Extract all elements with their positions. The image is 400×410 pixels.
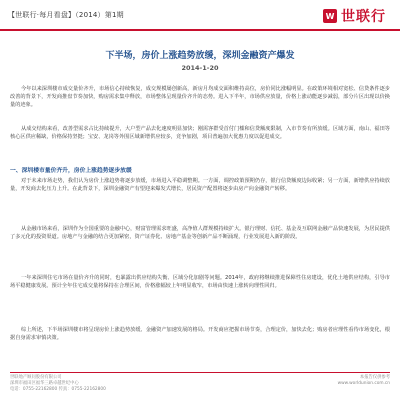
header-divider [0, 29, 400, 31]
footer-divider [10, 372, 390, 373]
body-paragraph: 从金融市场来看，深圳作为全国重要的金融中心，财富管理需求旺盛，高净值人群规模持续扩大。银行理财、信托、基金及互联网金融产品快速发展，为居民提供了多元化的投资渠道。房地产与金融的结合更加紧密，资产证券化、房地产基金等创新产品不断涌现，行业发展进入新的阶段。 [10, 226, 390, 240]
document-title: 下半场，房价上涨趋势放缓，深圳金融资产爆发 [105, 51, 295, 61]
document-date: 2014-1-20 [181, 64, 219, 72]
logo-mark-icon: W [323, 9, 337, 23]
footer-contact: 电话：0755-22162800 传真：0755-22162800 [10, 387, 106, 392]
footer-address: 深圳市福田区福华三路卓越世纪中心 [10, 381, 79, 386]
body-paragraph: 从成交结构来看，改善型需求占比持续提升，大户型产品去化速度明显加快；刚需客群受首付门槛和信贷额度限制，入市节奏有所放缓。区域方面，南山、福田等核心区供应稀缺，价格保持坚挺；宝安、龙岗等外围区域新增供应较多，竞争加剧，项目普遍加大优惠力度以促进成交。 [10, 126, 390, 140]
page-footer [10, 375, 260, 393]
footer-company: 世联地产顾问股份有限公司 [10, 375, 62, 380]
body-paragraph: 对于未来市场走势，我们认为房价上涨趋势将逐步放缓，市场进入平稳调整期。一方面，调控政策预期仍存，银行信贷额度边际收紧；另一方面，新增供应持续放量，开发商去化压力上升。在此背景下，深圳金融资产有望迎来爆发式增长，居民资产配置将逐步由房产向金融资产转移。 [10, 178, 390, 192]
body-paragraph: 今年以来深圳楼市成交量价齐升，市场信心持续恢复，成交规模屡创新高，新房月均成交面积维持高位，房价同比涨幅明显。在政策环境相对宽松、信贷条件逐步改善的背景下，开发商推盘节奏加快，购房需求集中释放，市场整体呈现量价齐升的态势。进入下半年，市场供应放量，价格上涨动能逐步减弱，部分片区出现以价换量的迹象。 [10, 86, 390, 108]
logo-text: 世联行 [341, 9, 386, 25]
body-paragraph: 一年来深圳住宅市场在量价齐升的同时，也暴露出供应结构失衡、区域分化加剧等问题。2014年，政府将继续推进保障性住房建设，优化土地供应结构，引导市场平稳健康发展。预计全年住宅成交量将保持在合理区间，价格涨幅较上年明显收窄，市场由快速上涨转向理性回归。 [10, 275, 390, 289]
body-paragraph: 综上所述，下半场深圳楼市将呈现房价上涨趋势放缓、金融资产加速发展的格局。开发商应把握市场节奏，合理定价，加快去化；购房者应理性看待市场变化，根据自身需求审慎决策。 [10, 327, 390, 341]
company-logo [323, 6, 386, 26]
report-series-title: 【世联行·每月看盘】（2014）第1期 [8, 11, 124, 19]
page-footer-right [338, 375, 390, 387]
section-heading: 一、深圳楼市量价齐升，房价上涨趋势逐步放缓 [10, 168, 132, 174]
footer-website: www.worldunion.com.cn [337, 381, 390, 386]
page-header [0, 0, 400, 40]
footer-note: 本报告仅供参考 [359, 375, 390, 380]
